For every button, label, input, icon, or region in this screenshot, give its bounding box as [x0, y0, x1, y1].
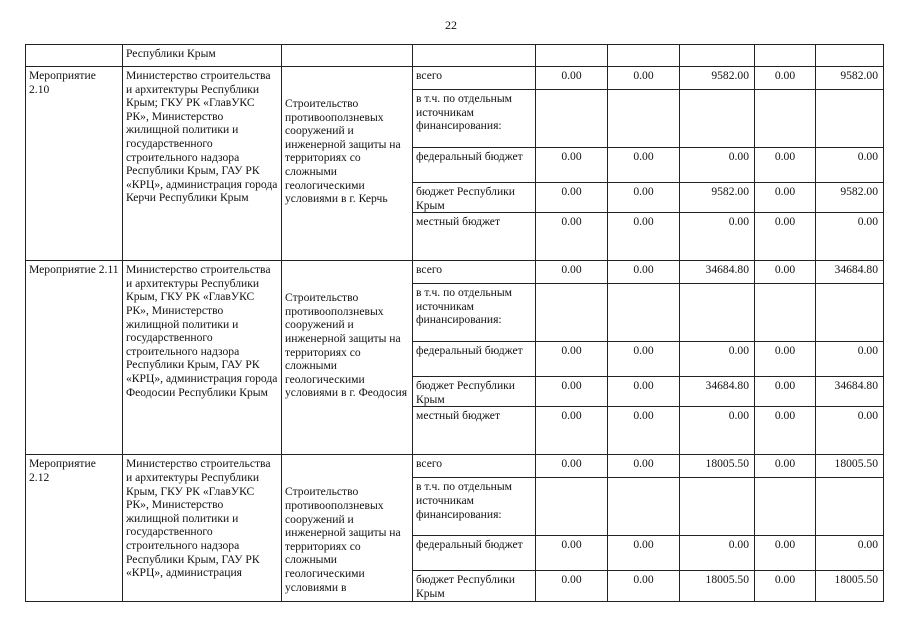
amount-cell [755, 407, 816, 455]
amount-cell [755, 377, 816, 407]
amount-cell [680, 90, 755, 148]
performer-text: Министерство строительства и архитектуры Республики Крым, ГКУ РК «ГлавУКС РК», Министерство жилищной политики и государственного строительного надзора Республики Крым, ГАУ РК «КРЦ», администрация города Феодосии Республики Крым [126, 263, 278, 399]
funding-source-cell [413, 571, 536, 601]
funding-source-cell [413, 377, 536, 407]
amount-value: 0.00 [561, 409, 582, 423]
funding-source-label: всего [416, 69, 443, 82]
amount-cell [755, 67, 816, 90]
performer-cell [123, 45, 282, 67]
amount-cell [816, 284, 884, 342]
funding-source-cell [413, 407, 536, 455]
amount-value: 0.00 [774, 538, 796, 552]
financing-table [25, 44, 884, 602]
amount-cell [536, 571, 608, 601]
value-cell [536, 45, 608, 67]
amount-value: 0.00 [774, 263, 796, 277]
amount-cell [755, 536, 816, 571]
amount-cell [755, 213, 816, 261]
funding-source-cell [413, 455, 536, 478]
amount-value: 0.00 [561, 538, 582, 552]
amount-value: 0.00 [633, 150, 654, 163]
amount-value: 0.00 [561, 215, 582, 229]
amount-value: 0.00 [633, 185, 654, 198]
amount-cell [816, 407, 884, 455]
amount-value: 34684.80 [705, 379, 749, 393]
amount-cell [755, 342, 816, 377]
performer-cell [123, 261, 282, 455]
amount-cell [680, 571, 755, 601]
amount-cell [755, 571, 816, 601]
amount-value: 18005.50 [705, 573, 749, 587]
amount-cell [680, 536, 755, 571]
funding-source-label: всего [416, 263, 443, 277]
amount-value: 9582.00 [711, 69, 749, 82]
amount-cell [816, 571, 884, 601]
amount-cell [536, 67, 608, 90]
amount-value: 0.00 [774, 215, 796, 229]
amount-cell [680, 148, 755, 183]
amount-value: 18005.50 [834, 573, 878, 587]
description-cell [282, 455, 413, 601]
funding-source-cell [413, 342, 536, 377]
description-cell [282, 45, 413, 67]
funding-source-label: федеральный бюджет [416, 344, 523, 358]
amount-value: 0.00 [857, 344, 878, 358]
event-cell [26, 67, 123, 261]
amount-value: 0.00 [774, 457, 796, 471]
amount-cell [536, 90, 608, 148]
amount-cell [755, 455, 816, 478]
amount-cell [608, 478, 680, 536]
amount-cell [816, 536, 884, 571]
amount-value: 0.00 [561, 457, 582, 471]
funding-source-label: бюджет Республики Крым [416, 573, 515, 600]
amount-cell [680, 213, 755, 261]
performer-cell [123, 67, 282, 261]
description-text: Строительство противооползневых сооружений и инженерной защиты на территориях со сложными геологическими условиями в г. Керчь [285, 97, 401, 206]
performer-text: Министерство строительства и архитектуры Республики Крым, ГКУ РК «ГлавУКС РК», Министерство жилищной политики и государственного строительного надзора Республики Крым, ГАУ РК «КРЦ», администрация [126, 457, 271, 580]
continuation-row [26, 45, 884, 67]
amount-value: 34684.80 [705, 263, 749, 277]
financing-row [26, 261, 884, 284]
amount-cell [536, 284, 608, 342]
description-text: Строительство противооползневых сооружений и инженерной защиты на территориях со сложными геологическими условиями в г. Феодосия [285, 291, 408, 400]
amount-cell [536, 536, 608, 571]
amount-value: 0.00 [728, 150, 749, 163]
funding-source-label: бюджет Республики Крым [416, 185, 515, 212]
amount-cell [816, 67, 884, 90]
amount-value: 0.00 [857, 215, 878, 229]
amount-value: 0.00 [633, 457, 654, 471]
amount-cell [536, 377, 608, 407]
amount-cell [608, 90, 680, 148]
amount-cell [816, 478, 884, 536]
amount-cell [755, 183, 816, 213]
amount-cell [536, 407, 608, 455]
amount-value: 34684.80 [834, 263, 878, 277]
funding-source-cell [413, 67, 536, 90]
amount-value: 0.00 [561, 150, 582, 163]
financing-row [26, 455, 884, 478]
source-cell [413, 45, 536, 67]
funding-source-label: всего [416, 457, 443, 471]
amount-cell [536, 261, 608, 284]
amount-value: 0.00 [728, 344, 749, 358]
amount-value: 0.00 [561, 573, 582, 587]
description-cell [282, 261, 413, 455]
amount-value: 0.00 [561, 185, 582, 198]
amount-cell [816, 261, 884, 284]
amount-cell [680, 183, 755, 213]
amount-value: 9582.00 [840, 69, 878, 82]
funding-source-label: в т.ч. по отдельным источникам финансирования: [416, 92, 512, 133]
amount-value: 0.00 [633, 263, 654, 277]
amount-cell [816, 377, 884, 407]
event-label: Мероприятие 2.11 [29, 263, 119, 277]
event-label: Мероприятие 2.12 [29, 457, 96, 484]
funding-source-cell [413, 183, 536, 213]
funding-source-label: бюджет Республики Крым [416, 379, 515, 406]
amount-value: 9582.00 [711, 185, 749, 198]
amount-cell [608, 571, 680, 601]
performer-cell [123, 455, 282, 601]
amount-cell [755, 90, 816, 148]
amount-cell [755, 148, 816, 183]
amount-cell [608, 148, 680, 183]
amount-value: 0.00 [633, 379, 654, 393]
amount-cell [680, 342, 755, 377]
amount-cell [608, 67, 680, 90]
amount-cell [680, 407, 755, 455]
amount-cell [816, 342, 884, 377]
amount-cell [680, 261, 755, 284]
amount-value: 9582.00 [840, 185, 878, 198]
amount-value: 0.00 [633, 69, 654, 82]
amount-cell [608, 536, 680, 571]
amount-value: 0.00 [561, 379, 582, 393]
amount-value: 18005.50 [705, 457, 749, 471]
amount-cell [680, 67, 755, 90]
performer-text: Республики Крым [126, 47, 216, 60]
funding-source-cell [413, 90, 536, 148]
funding-source-label: местный бюджет [416, 409, 501, 423]
amount-cell [680, 455, 755, 478]
funding-source-label: в т.ч. по отдельным источникам финансирования: [416, 480, 512, 521]
amount-value: 18005.50 [834, 457, 878, 471]
funding-source-cell [413, 148, 536, 183]
amount-value: 0.00 [774, 573, 796, 587]
amount-cell [608, 455, 680, 478]
amount-cell [536, 478, 608, 536]
funding-source-label: федеральный бюджет [416, 150, 523, 163]
amount-cell [755, 284, 816, 342]
amount-value: 0.00 [857, 409, 878, 423]
amount-value: 0.00 [774, 409, 796, 423]
funding-source-label: федеральный бюджет [416, 538, 523, 552]
amount-value: 0.00 [728, 409, 749, 423]
amount-value: 0.00 [728, 538, 749, 552]
performer-text: Министерство строительства и архитектуры Республики Крым; ГКУ РК «ГлавУКС РК», Министерство жилищной политики и государственного строительного надзора Республики Крым, ГАУ РК «КРЦ», администрация города Керчи Республики Крым [126, 69, 278, 205]
financing-row [26, 67, 884, 90]
value-cell [608, 45, 680, 67]
description-text: Строительство противооползневых сооружений и инженерной защиты на территориях со сложными геологическими условиями в [285, 485, 401, 594]
event-cell [26, 455, 123, 601]
value-cell [816, 45, 884, 67]
amount-value: 0.00 [774, 185, 796, 198]
amount-value: 34684.80 [834, 379, 878, 393]
funding-source-label: в т.ч. по отдельным источникам финансирования: [416, 286, 512, 327]
amount-value: 0.00 [774, 150, 796, 163]
amount-cell [816, 213, 884, 261]
event-cell [26, 45, 123, 67]
value-cell [680, 45, 755, 67]
amount-value: 0.00 [857, 538, 878, 552]
amount-cell [608, 183, 680, 213]
amount-cell [816, 183, 884, 213]
funding-source-label: местный бюджет [416, 215, 501, 229]
value-cell [755, 45, 816, 67]
amount-cell [680, 284, 755, 342]
amount-cell [680, 377, 755, 407]
amount-cell [608, 407, 680, 455]
amount-cell [755, 261, 816, 284]
page-number: 22 [445, 18, 457, 32]
amount-value: 0.00 [633, 215, 654, 229]
amount-cell [536, 342, 608, 377]
amount-cell [816, 455, 884, 478]
amount-value: 0.00 [561, 69, 582, 82]
amount-value: 0.00 [857, 150, 878, 163]
amount-value: 0.00 [633, 344, 654, 358]
amount-value: 0.00 [774, 69, 796, 82]
amount-cell [608, 213, 680, 261]
event-cell [26, 261, 123, 455]
amount-value: 0.00 [633, 538, 654, 552]
amount-value: 0.00 [728, 215, 749, 229]
funding-source-cell [413, 213, 536, 261]
amount-value: 0.00 [561, 344, 582, 358]
amount-value: 0.00 [774, 379, 796, 393]
funding-source-cell [413, 478, 536, 536]
amount-cell [536, 148, 608, 183]
amount-value: 0.00 [774, 344, 796, 358]
amount-value: 0.00 [633, 409, 654, 423]
amount-value: 0.00 [561, 263, 582, 277]
funding-source-cell [413, 261, 536, 284]
amount-cell [608, 377, 680, 407]
amount-value: 0.00 [633, 573, 654, 587]
amount-cell [816, 90, 884, 148]
event-label: Мероприятие 2.10 [29, 69, 96, 96]
amount-cell [608, 342, 680, 377]
amount-cell [816, 148, 884, 183]
amount-cell [608, 261, 680, 284]
amount-cell [536, 455, 608, 478]
amount-cell [755, 478, 816, 536]
funding-source-cell [413, 536, 536, 571]
amount-cell [608, 284, 680, 342]
description-cell [282, 67, 413, 261]
amount-cell [536, 183, 608, 213]
funding-source-cell [413, 284, 536, 342]
amount-cell [536, 213, 608, 261]
amount-cell [680, 478, 755, 536]
